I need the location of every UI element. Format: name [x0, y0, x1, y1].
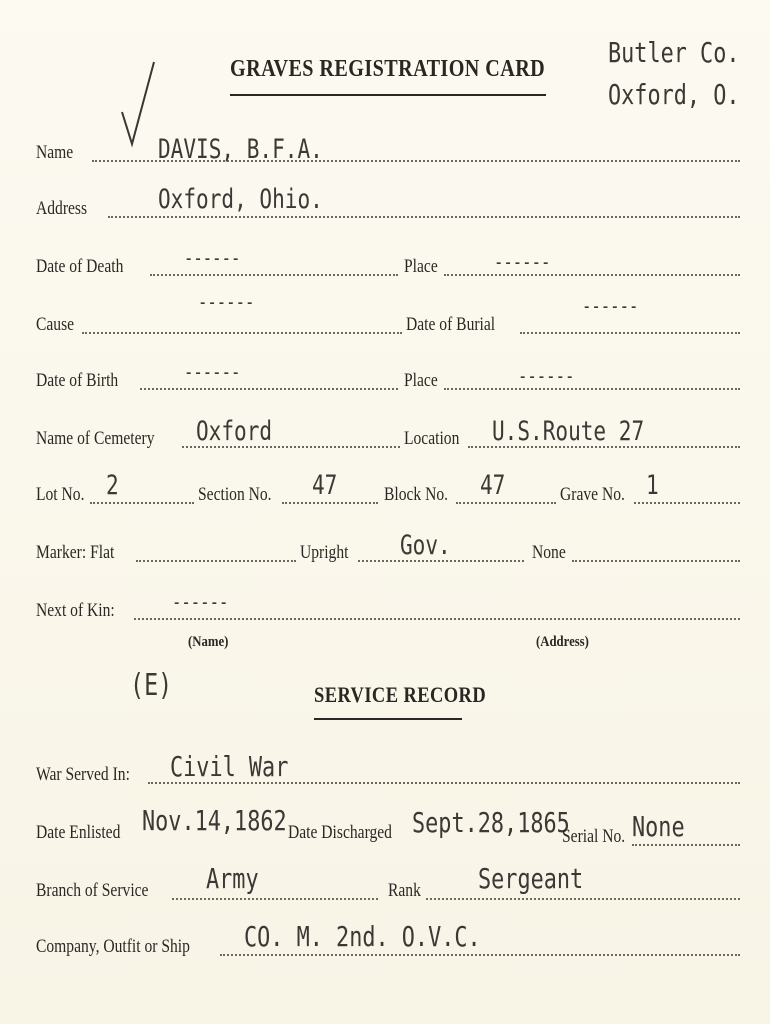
birth-place-line — [444, 388, 740, 390]
block-value: 47 — [480, 470, 506, 501]
lot-line — [90, 502, 194, 504]
cause-value: ------ — [198, 290, 255, 314]
code-mark: (E) — [130, 668, 173, 703]
section-label: Section No. — [198, 484, 272, 505]
county-stamp-line1: Butler Co. — [608, 36, 740, 69]
company-value: CO. M. 2nd. O.V.C. — [244, 920, 481, 953]
address-value: Oxford, Ohio. — [158, 184, 323, 215]
cause-label: Cause — [36, 314, 75, 335]
section-line — [282, 502, 378, 504]
birth-place-label: Place — [404, 370, 438, 391]
marker-label: Marker: Flat — [36, 542, 115, 563]
rank-line — [426, 898, 740, 900]
death-date-label: Date of Death — [36, 256, 124, 277]
kin-name-caption: (Name) — [188, 634, 229, 650]
branch-line — [172, 898, 378, 900]
kin-value: ------ — [172, 590, 229, 614]
cemetery-value: Oxford — [196, 416, 273, 447]
service-heading-underline — [314, 718, 462, 720]
branch-value: Army — [206, 862, 259, 895]
company-label: Company, Outfit or Ship — [36, 936, 190, 957]
card-title: GRAVES REGISTRATION CARD — [230, 56, 546, 82]
section-value: 47 — [312, 470, 338, 501]
service-record-heading: SERVICE RECORD — [314, 682, 487, 707]
birth-date-line — [140, 388, 398, 390]
cemetery-label: Name of Cemetery — [36, 428, 155, 449]
birth-date-value: ------ — [184, 360, 241, 384]
burial-date-value: ------ — [582, 294, 639, 318]
serial-value: None — [632, 810, 685, 843]
upright-label: Upright — [300, 542, 349, 563]
enlisted-value: Nov.14,1862 — [142, 804, 287, 837]
serial-label: Serial No. — [562, 826, 626, 847]
checkmark-icon — [118, 60, 158, 150]
cause-line — [82, 332, 402, 334]
name-value: DAVIS, B.F.A. — [158, 134, 323, 165]
birth-date-label: Date of Birth — [36, 370, 119, 391]
county-stamp-line2: Oxford, O. — [608, 78, 740, 111]
discharged-label: Date Discharged — [288, 822, 392, 843]
address-line — [108, 216, 740, 218]
grave-line — [634, 502, 740, 504]
kin-address-caption: (Address) — [536, 634, 589, 650]
none-line — [572, 560, 740, 562]
kin-line — [134, 618, 740, 620]
discharged-value: Sept.28,1865 — [412, 806, 570, 839]
burial-date-line — [520, 332, 740, 334]
title-underline — [230, 94, 546, 96]
war-label: War Served In: — [36, 764, 130, 785]
lot-label: Lot No. — [36, 484, 85, 505]
death-date-value: ------ — [184, 246, 241, 270]
war-value: Civil War — [170, 750, 289, 783]
name-label: Name — [36, 142, 74, 163]
rank-value: Sergeant — [478, 862, 584, 895]
enlisted-label: Date Enlisted — [36, 822, 121, 843]
burial-date-label: Date of Burial — [406, 314, 496, 335]
grave-value: 1 — [646, 470, 659, 501]
location-value: U.S.Route 27 — [492, 416, 645, 447]
lot-value: 2 — [106, 470, 119, 501]
marker-flat-line — [136, 560, 296, 562]
kin-label: Next of Kin: — [36, 600, 115, 621]
birth-place-value: ------ — [518, 364, 575, 388]
block-line — [456, 502, 556, 504]
death-date-line — [150, 274, 398, 276]
death-place-line — [444, 274, 740, 276]
rank-label: Rank — [388, 880, 421, 901]
grave-label: Grave No. — [560, 484, 625, 505]
address-label: Address — [36, 198, 88, 219]
death-place-label: Place — [404, 256, 438, 277]
branch-label: Branch of Service — [36, 880, 149, 901]
location-label: Location — [404, 428, 460, 449]
serial-line — [632, 844, 740, 846]
upright-value: Gov. — [400, 530, 451, 561]
block-label: Block No. — [384, 484, 449, 505]
death-place-value: ------ — [494, 250, 551, 274]
company-line — [220, 954, 740, 956]
none-label: None — [532, 542, 566, 563]
